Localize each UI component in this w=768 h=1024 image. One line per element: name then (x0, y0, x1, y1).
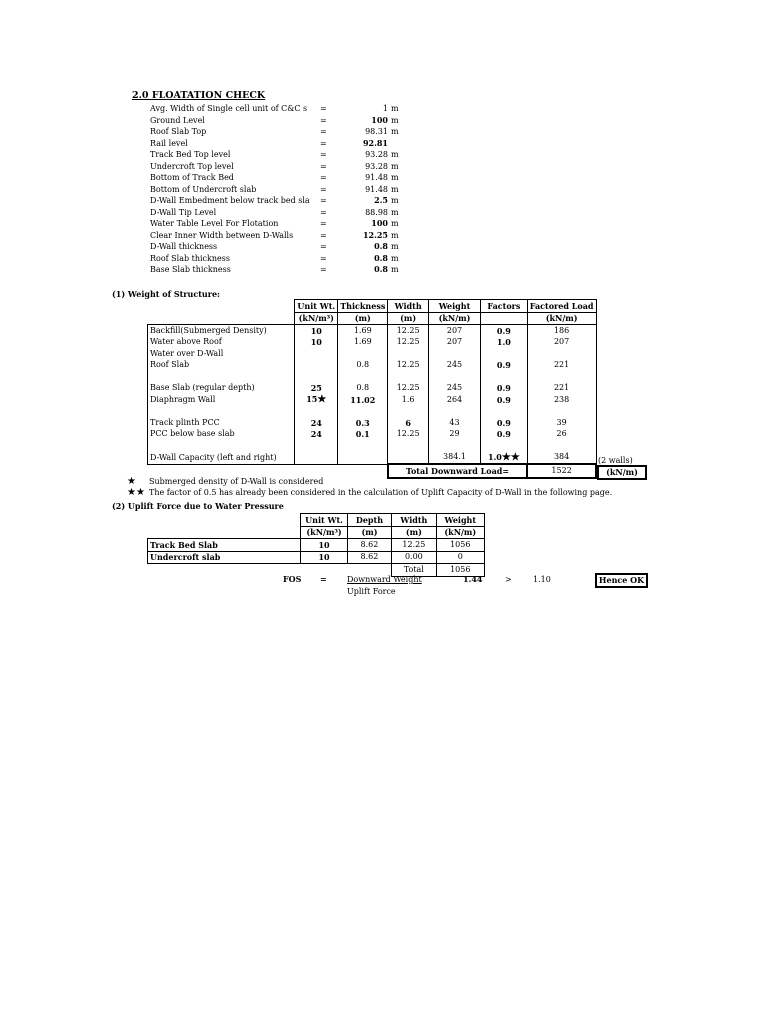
cell-value: 12.25 (396, 325, 420, 335)
parameter-equals: = (320, 138, 327, 148)
table-cell (527, 360, 596, 372)
table-header-row (148, 300, 597, 313)
table-cell (481, 348, 528, 360)
fos-result-box (595, 573, 648, 588)
column-unit (481, 312, 528, 325)
table-cell (428, 325, 480, 337)
table-row (148, 371, 597, 383)
cell-value: 24 (310, 429, 322, 440)
parameter-label: Roof Slab Top (150, 127, 207, 136)
total-label: Total Downward Load= (388, 464, 527, 478)
parameter-row (150, 161, 400, 173)
parameter-value: 100 (371, 114, 388, 125)
double-star-icon: ★★ (501, 451, 520, 463)
table-cell (428, 337, 480, 349)
cell-value: 43 (449, 417, 460, 427)
cell-value: 0.9 (496, 325, 511, 336)
table-row (148, 337, 597, 349)
table-cell (428, 394, 480, 406)
column-header: Depth (347, 514, 391, 527)
page-title (132, 90, 265, 101)
table-cell: 0.00 (392, 551, 436, 564)
table-cell (388, 406, 429, 418)
cell-value: 207 (446, 325, 463, 335)
table-cell (388, 371, 429, 383)
cell-value: 25 (310, 383, 322, 394)
cell-value: 15 (306, 394, 318, 405)
cell-value: 10 (310, 325, 322, 336)
cell-value: 207 (553, 337, 570, 347)
parameter-label: Clear Inner Width between D-Walls (150, 230, 294, 240)
fos-result-text: Hence OK (598, 575, 645, 585)
table-cell (388, 440, 429, 452)
fos-numerator: Downward Weight (347, 575, 422, 584)
cell-value: 0.1 (355, 429, 370, 440)
parameter-equals: = (320, 127, 327, 136)
double-star-icon: ★★ (127, 487, 145, 498)
parameter-label: Ground Level (150, 115, 205, 125)
table-row (148, 360, 597, 372)
table-cell (527, 348, 596, 360)
table-cell (428, 406, 480, 418)
table-cell (338, 417, 388, 429)
cell-value: 0.9 (496, 394, 511, 405)
cell-value: 39 (556, 417, 567, 427)
table-cell (481, 383, 528, 395)
table-cell (295, 429, 338, 441)
table-cell (338, 406, 388, 418)
parameter-row (150, 184, 400, 196)
table-cell (295, 325, 338, 337)
cell-value: 1.6 (401, 394, 415, 404)
parameters-list (150, 103, 400, 276)
cell-value: 0.9 (496, 383, 511, 394)
table-cell (338, 440, 388, 452)
table-cell (295, 417, 338, 429)
row-label: Track Bed Slab (148, 539, 301, 552)
table-cell (481, 406, 528, 418)
parameter-unit: m (391, 184, 399, 194)
table-cell (428, 348, 480, 360)
section-1-heading: (1) Weight of Structure: (112, 289, 220, 299)
parameter-value: 93.28 (365, 150, 388, 159)
parameter-row (150, 138, 400, 150)
blank-cell (148, 312, 295, 325)
table-units-row (148, 526, 485, 539)
row-label: Undercroft slab (148, 551, 301, 564)
table-cell (428, 440, 480, 452)
column-unit: (m) (392, 526, 436, 539)
parameter-unit: m (391, 265, 399, 274)
table-cell: 10 (301, 551, 347, 564)
column-header: Width (392, 514, 436, 527)
table-row (148, 440, 597, 452)
column-unit: (m) (338, 312, 388, 325)
column-header: Unit Wt. (295, 300, 338, 313)
table-cell (338, 371, 388, 383)
table-cell (295, 394, 338, 406)
table-cell (481, 337, 528, 349)
table-cell: 0 (436, 551, 484, 564)
column-header: Thickness (338, 300, 388, 313)
cell-value: 264 (446, 394, 463, 404)
table-cell (338, 383, 388, 395)
table-row (148, 406, 597, 418)
table-cell (388, 360, 429, 372)
table-cell (428, 429, 480, 441)
table-cell: 8.62 (347, 539, 391, 552)
single-star-icon: ★ (317, 394, 327, 406)
parameter-value: 93.28 (365, 161, 388, 171)
table-cell (428, 452, 480, 465)
parameter-value: 100 (371, 218, 388, 228)
cell-value: 0.9 (496, 429, 511, 440)
parameter-label: Avg. Width of Single cell unit of C&C s (150, 104, 308, 113)
fos-operator: > (505, 575, 512, 584)
table-cell (388, 383, 429, 395)
table-cell (338, 429, 388, 441)
parameter-label: D-Wall thickness (150, 242, 218, 251)
parameter-unit: m (391, 104, 399, 113)
table-cell (428, 371, 480, 383)
table-cell (388, 348, 429, 360)
row-label (148, 406, 295, 418)
parameter-unit: m (391, 207, 399, 217)
column-unit: (kN/m) (527, 312, 596, 325)
table-cell (338, 325, 388, 337)
total-row (148, 564, 485, 577)
table-cell (481, 429, 528, 441)
cell-value: 6 (405, 417, 411, 428)
cell-value: 12.25 (396, 383, 420, 393)
table-cell (481, 452, 528, 465)
table-row (148, 539, 485, 552)
parameter-equals: = (320, 184, 327, 194)
parameter-equals: = (320, 173, 327, 182)
cell-value: 24 (310, 417, 322, 428)
parameter-label: Water Table Level For Flotation (150, 219, 279, 228)
table-cell (295, 440, 338, 452)
cell-value: 384 (553, 452, 570, 462)
blank-cell (148, 300, 295, 313)
table-cell (481, 417, 528, 429)
row-label (148, 440, 295, 452)
cell-value: 0.8 (356, 360, 370, 370)
parameter-row (150, 207, 400, 219)
table-cell (295, 406, 338, 418)
cell-value: 29 (449, 429, 460, 439)
column-unit: (kN/m³) (301, 526, 347, 539)
parameter-value: 1 (382, 104, 388, 113)
table-cell (338, 394, 388, 406)
parameter-unit: m (391, 161, 399, 171)
table-cell (527, 383, 596, 395)
parameter-row (150, 149, 400, 161)
uplift-force-table (147, 513, 485, 577)
table-cell (388, 417, 429, 429)
footnote-text: Submerged density of D-Wall is considered (149, 477, 324, 486)
row-label: PCC below base slab (148, 429, 295, 441)
parameter-unit: m (391, 127, 399, 136)
blank-cell (148, 564, 301, 577)
cell-value: 1.0 (487, 451, 502, 462)
blank-cell (148, 526, 301, 539)
table-cell (295, 360, 338, 372)
parameter-unit: m (391, 115, 399, 125)
parameter-value: 91.48 (365, 173, 388, 182)
parameter-row (150, 195, 400, 207)
table-cell (481, 394, 528, 406)
table-cell (527, 406, 596, 418)
table-row (148, 383, 597, 395)
section-2-heading: (2) Uplift Force due to Water Pressure (112, 501, 284, 511)
table-cell (481, 371, 528, 383)
column-header: Factors (481, 300, 528, 313)
table-cell (388, 429, 429, 441)
parameter-unit: m (391, 242, 399, 251)
table-units-row (148, 312, 597, 325)
fos-denominator: Uplift Force (347, 587, 396, 596)
table-cell (428, 417, 480, 429)
column-unit: (m) (347, 526, 391, 539)
parameter-value: 2.5 (374, 195, 388, 205)
cell-value: 207 (446, 337, 463, 347)
footnote-text: The factor of 0.5 has already been considered in the calculation of Uplift Capacity of D-Wall in the following page. (149, 488, 613, 497)
table-cell (295, 348, 338, 360)
table-cell (338, 348, 388, 360)
table-cell (338, 337, 388, 349)
total-value: 1056 (436, 564, 484, 577)
total-value: 1522 (527, 464, 596, 478)
row-label: Backfill(Submerged Density) (148, 325, 295, 337)
row-label (148, 371, 295, 383)
parameter-row (150, 241, 400, 253)
table-cell (388, 337, 429, 349)
column-header: Weight (428, 300, 480, 313)
cell-value: 12.25 (396, 360, 420, 370)
parameter-row (150, 103, 400, 115)
table-cell (527, 371, 596, 383)
table-cell (527, 337, 596, 349)
column-unit: (m) (388, 312, 429, 325)
cell-value: 10 (310, 337, 322, 348)
table-cell (295, 337, 338, 349)
parameter-equals: = (320, 242, 327, 251)
table-cell (428, 383, 480, 395)
page-title-text: 2.0 FLOATATION CHECK (132, 90, 266, 101)
parameter-equals: = (320, 115, 327, 125)
parameter-label: Rail level (150, 138, 188, 148)
table-cell (388, 325, 429, 337)
table-cell (527, 440, 596, 452)
parameter-row (150, 115, 400, 127)
table-cell (295, 371, 338, 383)
parameter-unit: m (391, 196, 399, 205)
row-label: Track plinth PCC (148, 417, 295, 429)
cell-value: 12.25 (396, 429, 420, 439)
table-row (148, 394, 597, 406)
parameter-unit: m (391, 253, 399, 263)
parameter-unit: m (391, 173, 399, 182)
table-cell (428, 360, 480, 372)
table-cell (388, 452, 429, 465)
cell-value: 1.0 (496, 337, 511, 348)
parameter-row (150, 218, 400, 230)
parameter-value: 12.25 (362, 229, 388, 240)
parameter-value: 0.8 (374, 252, 388, 263)
column-header: Width (388, 300, 429, 313)
parameter-label: Undercroft Top level (150, 161, 234, 171)
cell-value: 26 (556, 429, 567, 439)
cell-value: 12.25 (396, 337, 420, 347)
parameter-label: Bottom of Undercroft slab (150, 184, 257, 194)
table-cell (527, 417, 596, 429)
table-row (148, 417, 597, 429)
row-label: Diaphragm Wall (148, 394, 295, 406)
parameter-unit: m (391, 219, 399, 228)
row-label: Roof Slab (148, 360, 295, 372)
parameter-row (150, 172, 400, 184)
parameter-equals: = (320, 104, 327, 113)
table-cell (527, 429, 596, 441)
parameter-equals: = (320, 219, 327, 228)
row-label: Water over D-Wall (148, 348, 295, 360)
parameter-equals: = (320, 196, 327, 205)
cell-value: 1.69 (353, 337, 372, 347)
parameter-equals: = (320, 253, 327, 263)
parameter-label: Base Slab thickness (150, 265, 231, 274)
table-row (148, 348, 597, 360)
cell-value: 384.1 (443, 452, 466, 462)
column-header: Unit Wt. (301, 514, 347, 527)
table-cell (338, 360, 388, 372)
weight-of-structure-table (147, 299, 597, 479)
table-cell (527, 394, 596, 406)
column-unit: (kN/m) (428, 312, 480, 325)
table-row (148, 429, 597, 441)
table-row (148, 325, 597, 337)
fos-equals: = (320, 574, 327, 584)
row-label: D-Wall Capacity (left and right) (148, 452, 295, 465)
parameter-value: 0.8 (374, 264, 388, 274)
table-row (148, 551, 485, 564)
row-label: Base Slab (regular depth) (148, 383, 295, 395)
table-cell: 8.62 (347, 551, 391, 564)
walls-note: (2 walls) (598, 456, 633, 465)
parameter-label: Roof Slab thickness (150, 253, 230, 263)
cell-value: 0.9 (496, 360, 511, 371)
cell-value: 221 (553, 360, 570, 370)
cell-value: 1.69 (353, 325, 372, 335)
parameter-value: 91.48 (365, 184, 388, 194)
cell-value: 0.3 (355, 417, 370, 428)
table-cell (295, 452, 338, 465)
cell-value: 186 (553, 325, 570, 335)
blank-cell (148, 514, 301, 527)
table-cell (481, 360, 528, 372)
column-unit: (kN/m) (436, 526, 484, 539)
table-cell: 12.25 (392, 539, 436, 552)
parameter-unit: m (391, 150, 399, 159)
parameter-row (150, 264, 400, 276)
cell-value: 221 (553, 383, 570, 393)
parameter-label: Track Bed Top level (150, 150, 231, 159)
cell-value: 245 (446, 360, 463, 370)
fos-limit: 1.10 (533, 575, 551, 584)
parameter-value: 88.98 (365, 207, 388, 217)
column-header: Weight (436, 514, 484, 527)
parameter-row (150, 253, 400, 265)
table-cell (388, 394, 429, 406)
parameter-equals: = (320, 265, 327, 274)
parameter-equals: = (320, 150, 327, 159)
parameter-label: D-Wall Tip Level (150, 207, 217, 217)
table-cell (481, 325, 528, 337)
table-cell: 1056 (436, 539, 484, 552)
footnotes (127, 476, 612, 498)
column-unit: (kN/m³) (295, 312, 338, 325)
parameter-value: 0.8 (374, 241, 388, 251)
table-cell (527, 325, 596, 337)
parameter-unit: m (391, 230, 399, 240)
parameter-row (150, 126, 400, 138)
table-cell (527, 452, 596, 465)
footnote (127, 476, 612, 487)
parameter-row (150, 230, 400, 242)
footnote (127, 487, 612, 498)
table-cell (338, 452, 388, 465)
parameter-equals: = (320, 230, 327, 240)
fos-value: 1.44 (463, 574, 483, 584)
parameter-value: 98.31 (365, 127, 388, 136)
table-cell: 10 (301, 539, 347, 552)
parameter-equals: = (320, 207, 327, 217)
parameter-label: Bottom of Track Bed (150, 173, 234, 182)
table-cell (295, 383, 338, 395)
parameter-label: D-Wall Embedment below track bed sla (150, 196, 310, 205)
cell-value: 245 (446, 383, 463, 393)
fos-label: FOS (283, 574, 302, 584)
cell-value: 0.8 (356, 383, 370, 393)
parameter-value: 92.81 (362, 137, 388, 148)
cell-value: 11.02 (350, 394, 376, 405)
table-row (148, 452, 597, 465)
table-cell (481, 440, 528, 452)
parameter-equals: = (320, 161, 327, 171)
total-label: Total (392, 564, 436, 577)
cell-value: 0.9 (496, 417, 511, 428)
table-header-row (148, 514, 485, 527)
row-label: Water above Roof (148, 337, 295, 349)
column-header: Factored Load (527, 300, 596, 313)
total-unit-box: (kN/m) (597, 465, 647, 480)
cell-value: 238 (553, 394, 570, 404)
single-star-icon: ★ (127, 476, 136, 487)
